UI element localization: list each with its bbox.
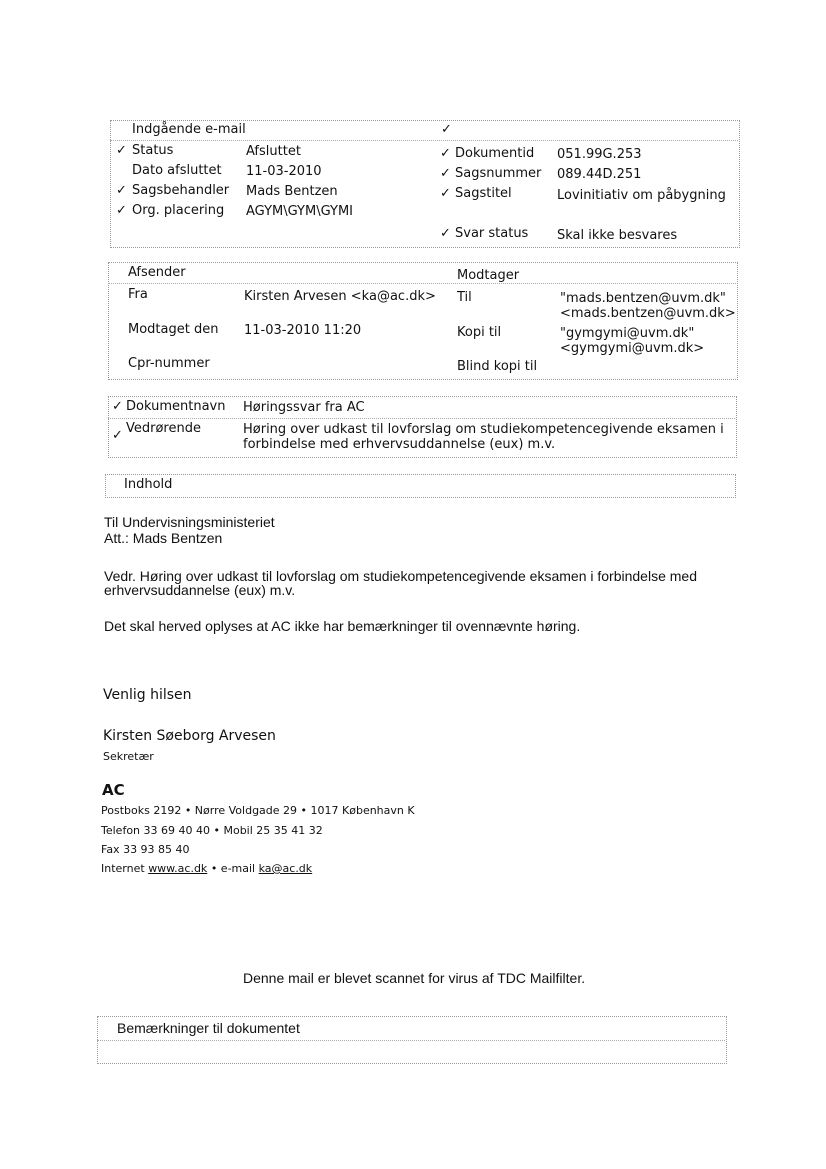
divider xyxy=(97,1040,725,1041)
document-name-value: Høringssvar fra AC xyxy=(243,400,365,415)
recipient-line: Til Undervisningsministeriet xyxy=(104,514,275,530)
subject-value-line-2: forbindelse med erhvervsuddannelse (eux) m.v. xyxy=(243,437,556,452)
case-handler-label: Sagsbehandler xyxy=(132,183,230,198)
internet-label: Internet xyxy=(101,862,145,875)
divider xyxy=(108,283,736,284)
checkmark-icon: ✓ xyxy=(116,203,127,218)
case-handler-value: Mads Bentzen xyxy=(246,184,338,199)
subject-paragraph-line-2: erhvervsuddannelse (eux) m.v. xyxy=(104,582,296,598)
to-value-line-1: "mads.bentzen@uvm.dk" xyxy=(560,291,726,306)
from-value: Kirsten Arvesen <ka@ac.dk> xyxy=(244,289,436,304)
fax-line: Fax 33 93 85 40 xyxy=(101,843,190,856)
cc-label: Kopi til xyxy=(457,325,502,340)
signer-title: Sekretær xyxy=(103,750,154,763)
checkmark-icon: ✓ xyxy=(112,399,123,414)
date-closed-value: 11-03-2010 xyxy=(246,164,322,179)
document-id-value: 051.99G.253 xyxy=(557,147,642,162)
to-value-line-2: <mads.bentzen@uvm.dk> xyxy=(560,306,736,321)
cpr-label: Cpr-nummer xyxy=(128,356,210,371)
virus-scan-note: Denne mail er blevet scannet for virus af TDC Mailfilter. xyxy=(243,970,586,986)
divider xyxy=(108,418,735,419)
status-label: Status xyxy=(132,143,174,158)
checkmark-icon: ✓ xyxy=(440,226,451,241)
date-closed-label: Dato afsluttet xyxy=(132,163,222,178)
signer-name: Kirsten Søeborg Arvesen xyxy=(103,728,276,744)
case-title-value: Lovinitiativ om påbygning xyxy=(557,188,726,203)
checkmark-icon: ✓ xyxy=(440,146,451,161)
reply-status-label: Svar status xyxy=(455,226,529,241)
website-link[interactable]: www.ac.dk xyxy=(148,862,208,875)
document-name-label: Dokumentnavn xyxy=(126,399,226,414)
reply-status-value: Skal ikke besvares xyxy=(557,228,678,243)
internet-line xyxy=(101,862,312,875)
content-header-box xyxy=(105,474,736,498)
received-label: Modtaget den xyxy=(128,322,219,337)
case-number-value: 089.44D.251 xyxy=(557,167,642,182)
bcc-label: Blind kopi til xyxy=(457,359,538,374)
checkmark-icon: ✓ xyxy=(116,143,127,158)
remarks-title: Bemærkninger til dokumentet xyxy=(117,1020,300,1036)
checkmark-icon: ✓ xyxy=(440,166,451,181)
body-paragraph: Det skal herved oplyses at AC ikke har bemærkninger til ovennævnte høring. xyxy=(104,618,581,634)
document-id-label: Dokumentid xyxy=(455,146,535,161)
email-separator: • e-mail xyxy=(210,862,256,875)
divider xyxy=(110,140,738,141)
case-title-label: Sagstitel xyxy=(455,186,512,201)
sender-section-title: Afsender xyxy=(128,265,186,280)
case-number-label: Sagsnummer xyxy=(455,166,542,181)
checkmark-icon: ✓ xyxy=(116,183,127,198)
phone-line: Telefon 33 69 40 40 • Mobil 25 35 41 32 xyxy=(101,824,323,837)
organization-name: AC xyxy=(102,781,125,799)
subject-value-line-1: Høring over udkast til lovforslag om studiekompetencegivende eksamen i xyxy=(243,422,724,437)
checkmark-icon: ✓ xyxy=(112,428,123,443)
org-placement-label: Org. placering xyxy=(132,203,225,218)
box-title-incoming-email: Indgående e-mail xyxy=(132,122,246,137)
received-value: 11-03-2010 11:20 xyxy=(244,323,362,338)
to-label: Til xyxy=(457,290,472,305)
status-value: Afsluttet xyxy=(246,144,301,159)
checkmark-icon: ✓ xyxy=(441,122,452,137)
greeting: Venlig hilsen xyxy=(103,687,192,703)
subject-label: Vedrørende xyxy=(126,421,201,436)
from-label: Fra xyxy=(128,287,148,302)
checkmark-icon: ✓ xyxy=(440,186,451,201)
receiver-section-title: Modtager xyxy=(457,268,520,283)
attention-line: Att.: Mads Bentzen xyxy=(104,530,223,546)
org-placement-value: AGYM\GYM\GYMI xyxy=(246,204,354,219)
subject-paragraph-line-1: Vedr. Høring over udkast til lovforslag om studiekompetencegivende eksamen i forbindelse med xyxy=(104,568,697,584)
address-line: Postboks 2192 • Nørre Voldgade 29 • 1017 København K xyxy=(101,804,415,817)
email-link[interactable]: ka@ac.dk xyxy=(258,862,313,875)
cc-value-line-1: "gymgymi@uvm.dk" xyxy=(560,326,695,341)
content-section-title: Indhold xyxy=(124,477,173,492)
cc-value-line-2: <gymgymi@uvm.dk> xyxy=(560,341,705,356)
